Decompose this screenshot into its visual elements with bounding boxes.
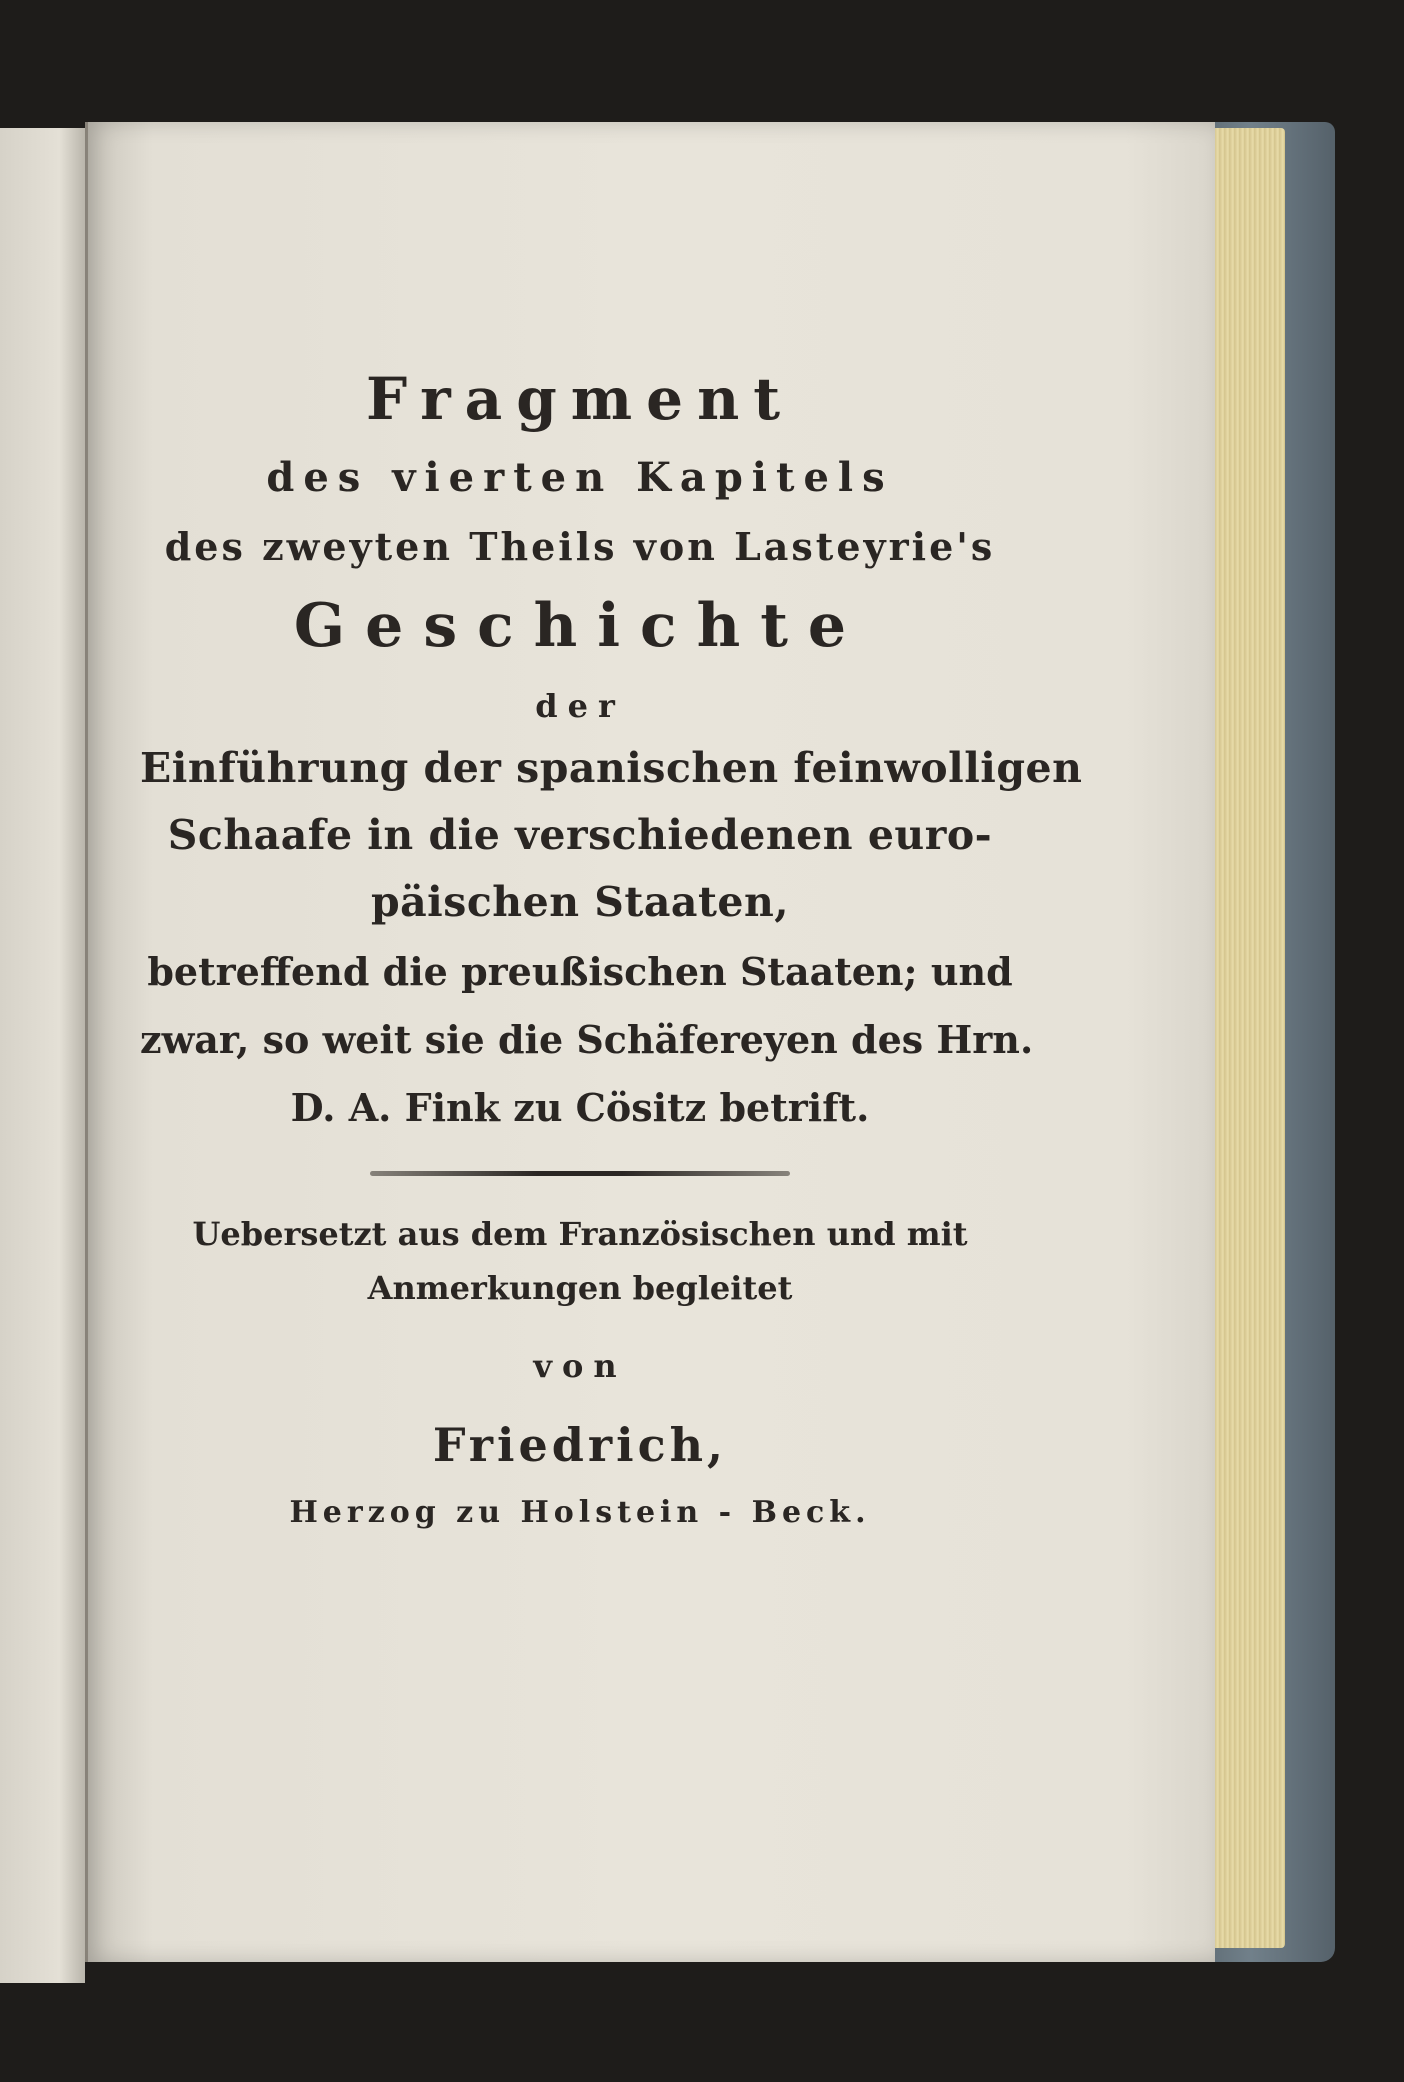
author-name: Friedrich, [432, 1418, 728, 1472]
by-word: von [533, 1347, 627, 1385]
translation-note-line2: Anmerkungen begleitet [367, 1269, 793, 1307]
title-line-des-vierten-kapitels: des vierten Kapitels [266, 454, 894, 501]
title-line-einfuehrung: Einführung der spanischen feinwolligen [140, 744, 1083, 792]
title-line-schaafe: Schaafe in die verschiedenen euro- [167, 811, 993, 859]
title-line-zwar: zwar, so weit sie die Schäfereyen des Hrn. [140, 1017, 1034, 1062]
title-line-betreffend: betreffend die preußischen Staaten; und [147, 949, 1013, 994]
left-page [0, 128, 85, 1983]
title-geschichte: Geschichte [293, 591, 867, 661]
title-text-block [140, 360, 1083, 1530]
gutter [85, 122, 88, 1962]
decorative-rule [370, 1171, 790, 1176]
translation-note-line1: Uebersetzt aus dem Französischen und mit [192, 1215, 968, 1253]
title-der: der [535, 687, 625, 725]
title-line-fink: D. A. Fink zu Cösitz betrift. [290, 1085, 870, 1130]
title-line-zweyten-theils: des zweyten Theils von Lasteyrie's [164, 524, 996, 569]
title-fragment: Fragment [365, 365, 795, 433]
author-title: Herzog zu Holstein - Beck. [289, 1495, 871, 1530]
title-line-paeischen-staaten: päischen Staaten, [370, 878, 790, 926]
